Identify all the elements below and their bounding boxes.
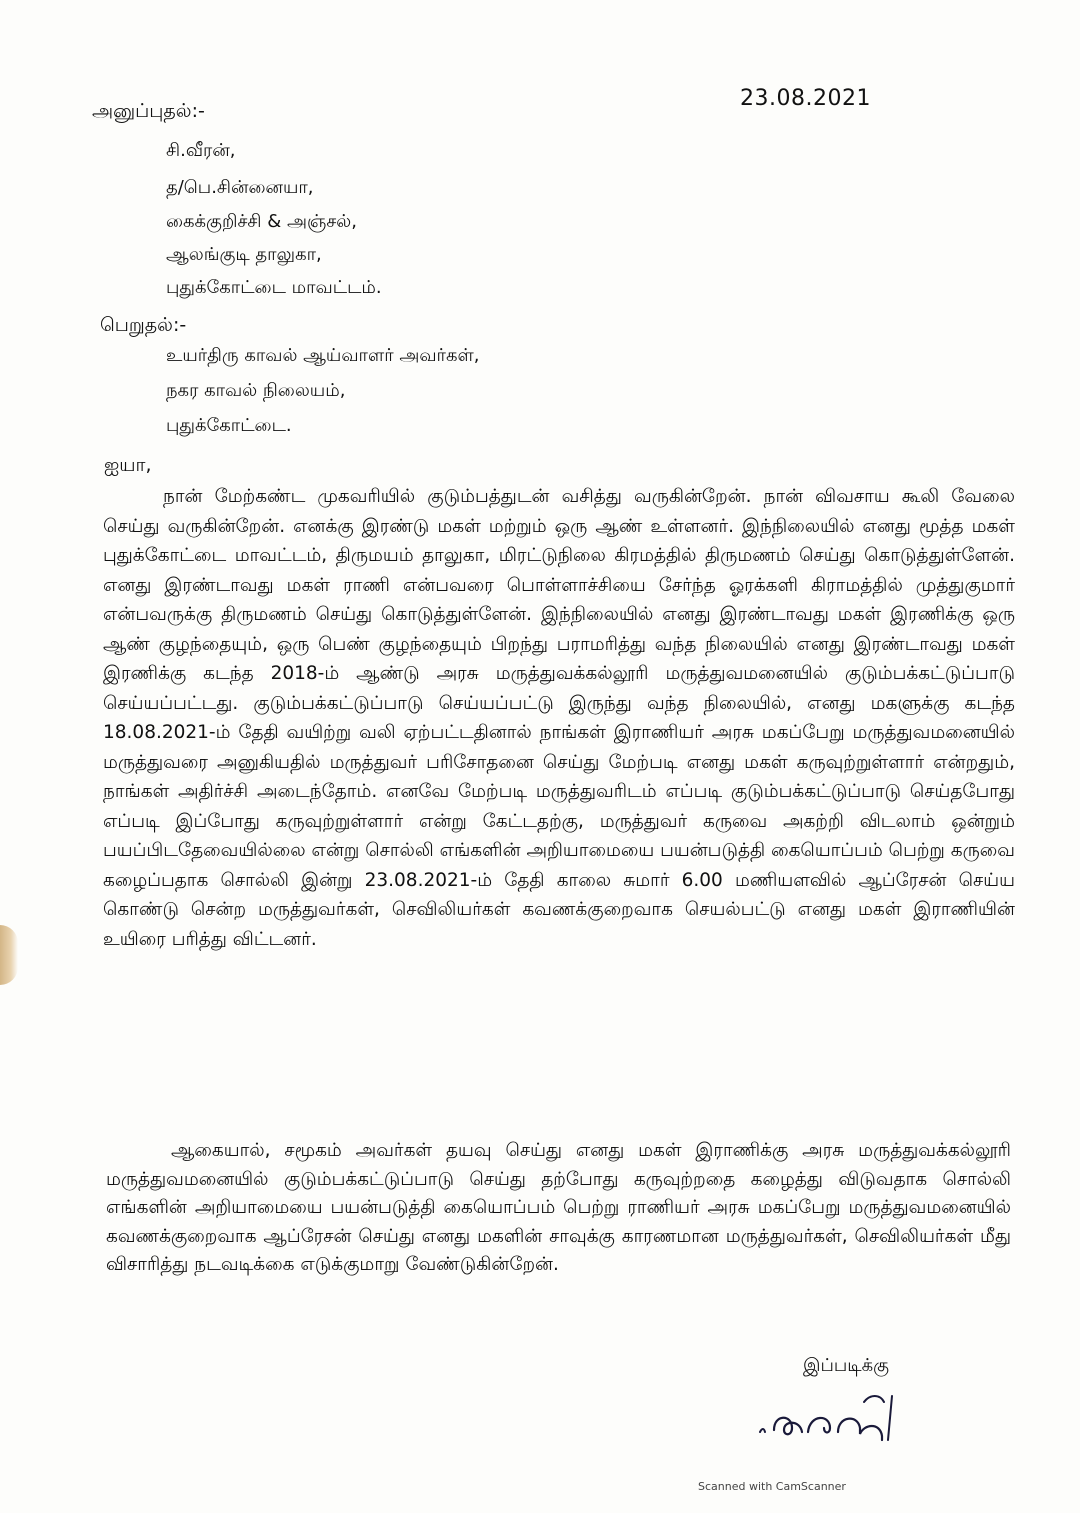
salutation: ஐயா, <box>104 454 152 476</box>
to-label: பெறுதல்:- <box>100 314 187 336</box>
to-address-line: நகர காவல் நிலையம், <box>166 380 346 401</box>
closing-phrase: இப்படிக்கு <box>803 1355 890 1376</box>
from-label: அனுப்புதல்:- <box>92 100 205 122</box>
letter-date: 23.08.2021 <box>740 86 871 111</box>
handwritten-signature <box>752 1388 912 1448</box>
letter-body-paragraph-1: நான் மேற்கண்ட முகவரியில் குடும்பத்துடன் வசித்து வருகின்றேன். நான் விவசாய கூலி வேலை செய்து வருகின்றேன். எனக்கு இரண்டு மகள் மற்றும் ஒரு ஆண் உள்ளனர். இந்நிலையில் எனது மூத்த மகள் புதுக்கோட்டை மாவட்டம், திருமயம் தாலுகா, மிரட்டுநிலை கிரமத்தில் திருமணம் செய்து கொடுத்துள்ளேன். எனது இரண்டாவது மகள் ராணி என்பவரை பொள்ளாச்சியை சேர்ந்த ஓரக்களி கிராமத்தில் முத்துகுமார் என்பவருக்கு திருமணம் செய்து கொடுத்துள்ளேன். இந்நிலையில் எனது இரண்டாவது மகள் இரணிக்கு ஒரு ஆண் குழந்தையும், ஒரு பெண் குழந்தையும் பிறந்து பராமரித்து வந்த நிலையில் எனது இரண்டாவது மகள் இரணிக்கு கடந்த 2018-ம் ஆண்டு அரசு மருத்துவக்கல்லூரி மருத்துவமனையில் குடும்பக்கட்டுப்பாடு செய்யப்பட்டது. குடும்பக்கட்டுப்பாடு செய்யப்பட்டு இருந்து வந்த நிலையில், எனது மகளுக்கு கடந்த 18.08.2021-ம் தேதி வயிற்று வலி ஏற்பட்டதினால் நாங்கள் இராணியர் அரசு மகப்பேறு மருத்துவமனையில் மருத்துவரை அனுகியதில் மருத்துவர் பரிசோதனை செய்து மேற்படி எனது மகள் கருவுற்றுள்ளார் என்றதும், நாங்கள் அதிர்ச்சி அடைந்தோம். எனவே மேற்படி மருத்துவரிடம் எப்படி குடும்பக்கட்டுப்பாடு செய்தபோது எப்படி இப்போது கருவுற்றுள்ளார் என்று கேட்டதற்கு, மருத்துவர் கருவை அகற்றி விடலாம் ஒன்றும் பயப்பிடதேவையில்லை என்று சொல்லி எங்களின் அறியாமையை பயன்படுத்தி கையொப்பம் பெற்று கருவை கழைப்பதாக சொல்லி இன்று 23.08.2021-ம் தேதி காலை சுமார் 6.00 மணியளவில் ஆப்ரேசன் செய்ய கொண்டு சென்ற மருத்துவர்கள், செவிலியர்கள் கவணக்குறைவாக செயல்பட்டு எனது மகள் இராணியின் உயிரை பரித்து விட்டனர். <box>103 486 1015 950</box>
page-edge-shadow <box>0 925 18 985</box>
from-address-line: சி.வீரன், <box>166 140 236 161</box>
from-address-line: ஆலங்குடி தாலுகா, <box>166 244 322 265</box>
from-address-line: கைக்குறிச்சி & அஞ்சல், <box>166 211 357 232</box>
from-address-line: புதுக்கோட்டை மாவட்டம். <box>166 277 382 298</box>
to-address-line: உயர்திரு காவல் ஆய்வாளர் அவர்கள், <box>166 345 480 366</box>
letter-body-paragraph-2: ஆகையால், சமூகம் அவர்கள் தயவு செய்து எனது மகள் இராணிக்கு அரசு மருத்துவக்கல்லூரி மருத்துவமனையில் குடும்பக்கட்டுப்பாடு செய்து தற்போது கருவுற்றதை கழைத்து விடுவதாக சொல்லி எங்களின் அறியாமையை பயன்படுத்தி கையொப்பம் பெற்று ராணியர் அரசு மகப்பேறு மருத்துவமனையில் கவணக்குறைவாக ஆப்ரேசன் செய்து எனது மகளின் சாவுக்கு காரணமான மருத்துவர்கள், செவிலியர்கள் மீது விசாரித்து நடவடிக்கை எடுக்குமாறு வேண்டுகின்றேன். <box>106 1140 1011 1275</box>
camscanner-watermark: Scanned with CamScanner <box>698 1480 846 1493</box>
to-address-line: புதுக்கோட்டை. <box>166 415 292 436</box>
from-address-line: த/பெ.சின்னையா, <box>166 177 314 198</box>
